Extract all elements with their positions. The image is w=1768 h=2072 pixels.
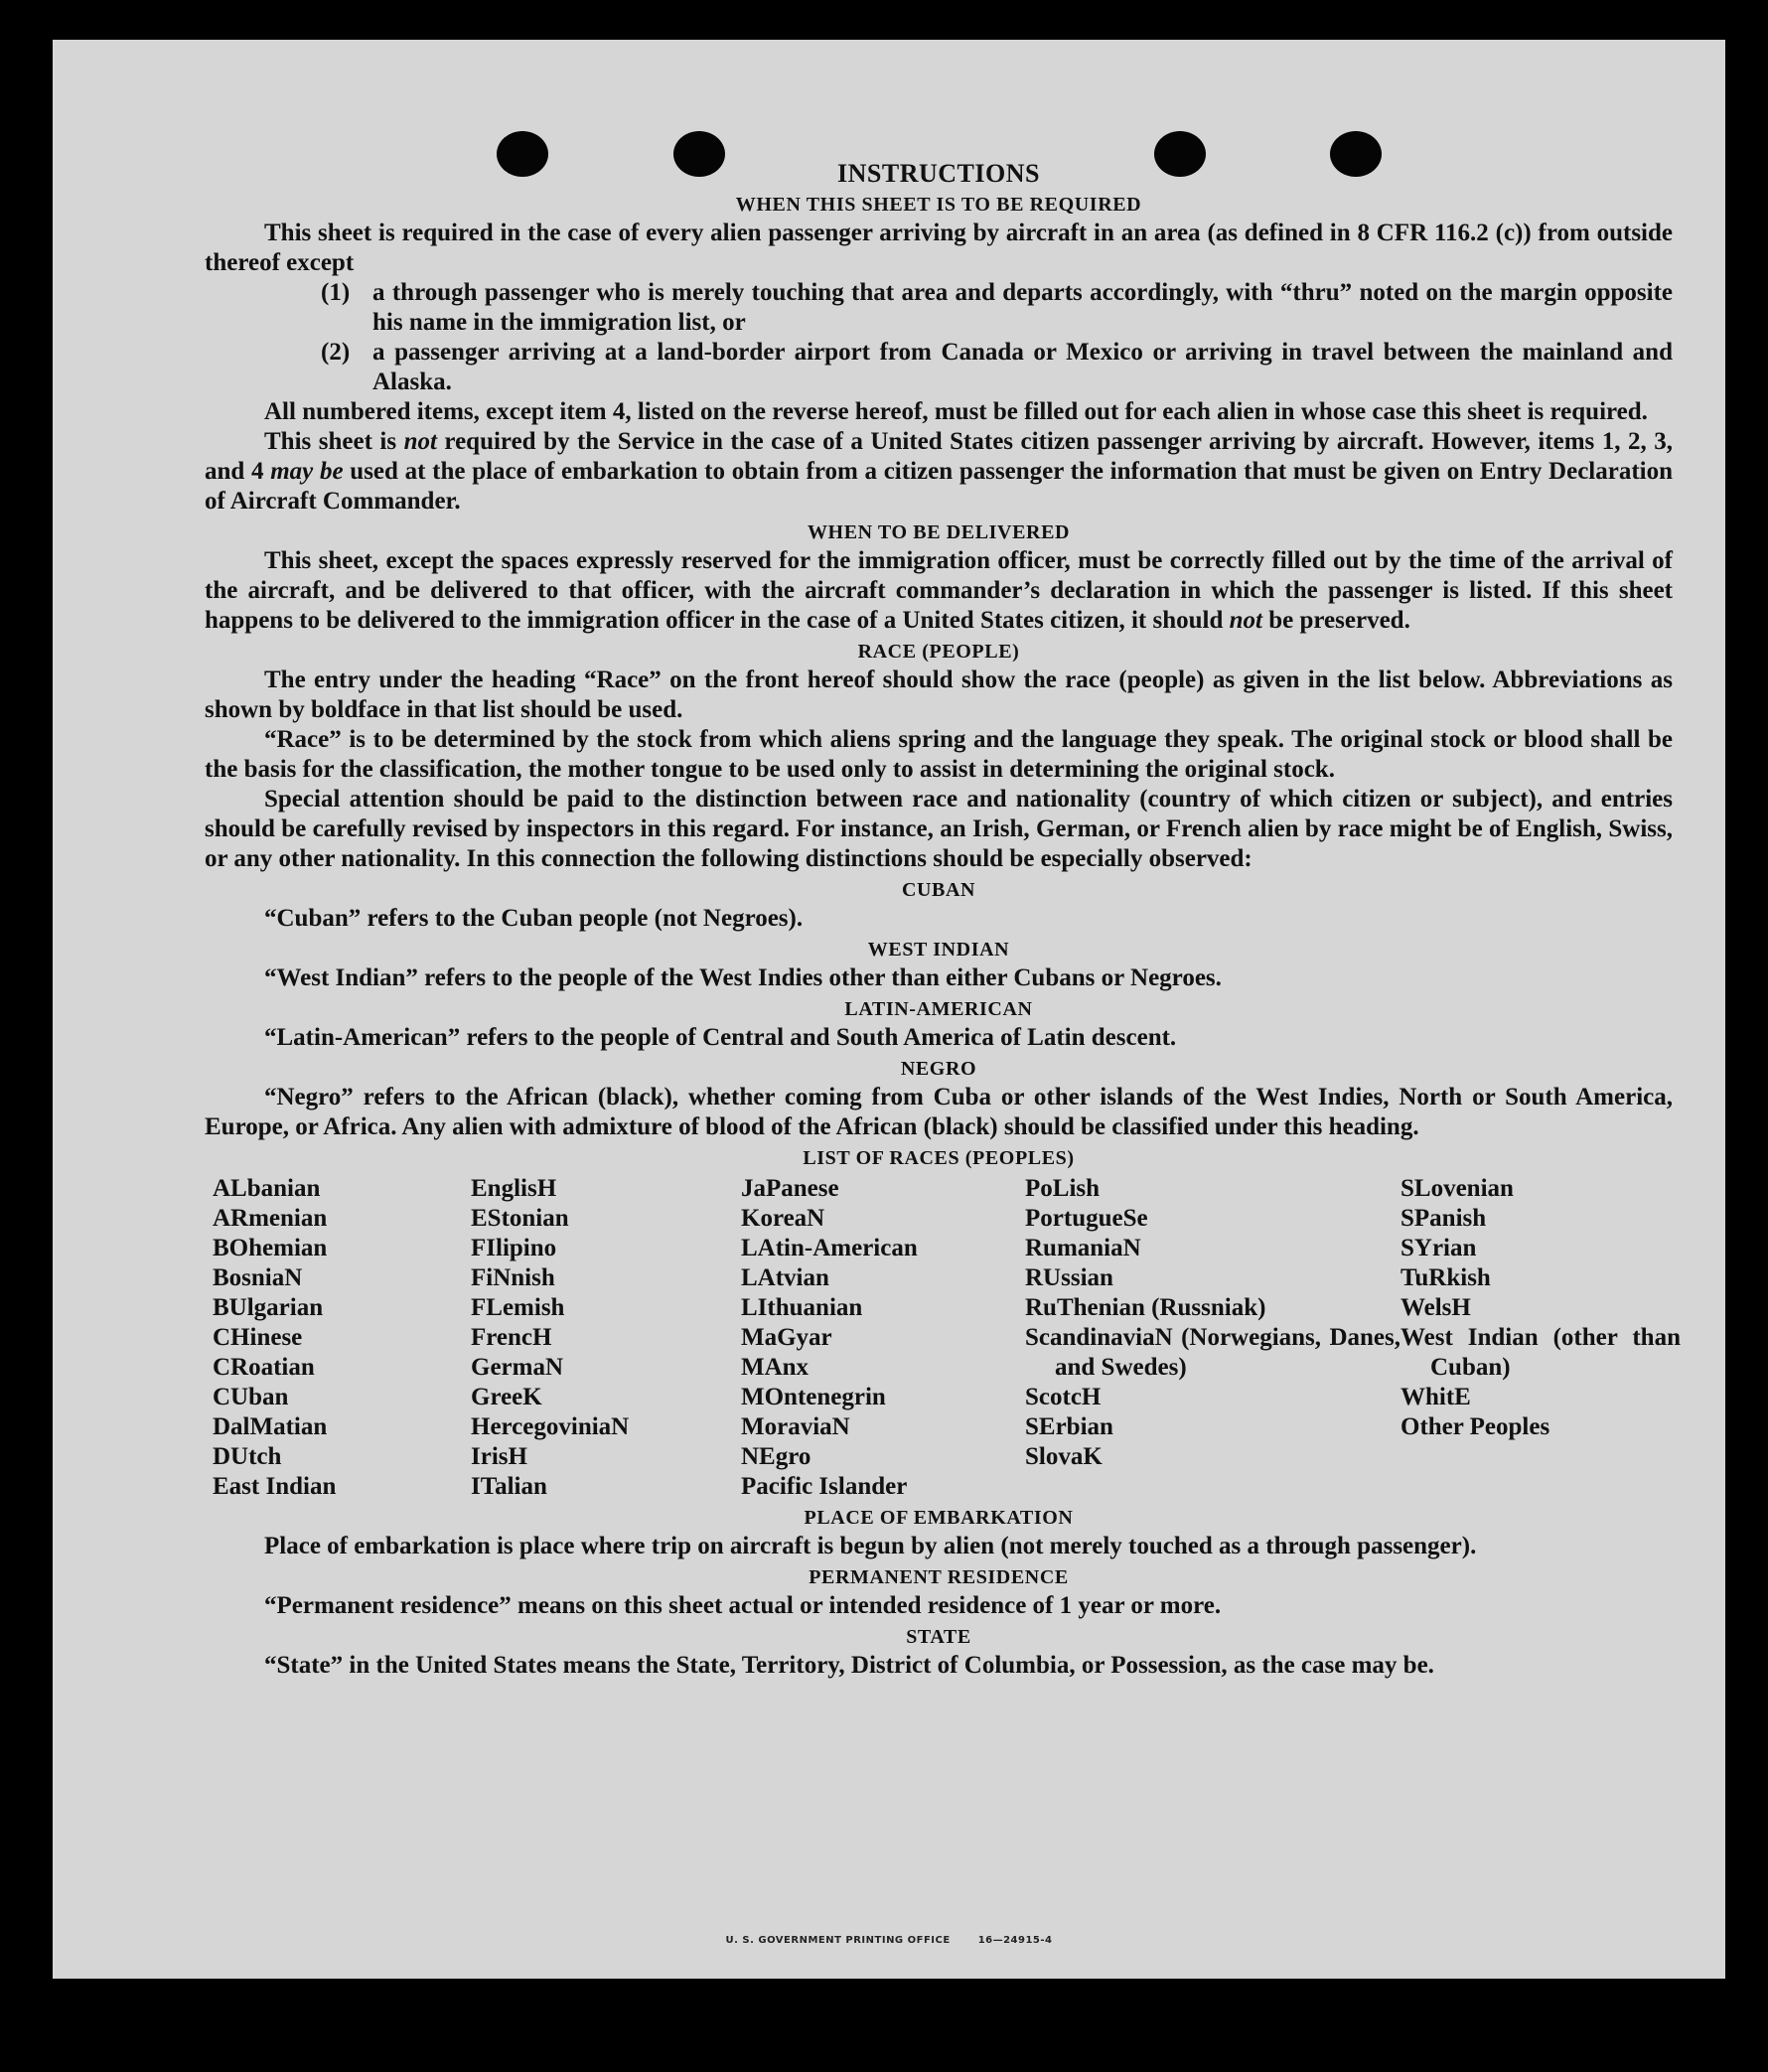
paragraph: This sheet, except the spaces expressly reserved for the immigration officer, must be correctly filled out by the time of the arrival of the aircraft, and be delivered to that officer, with the aircraft commander’s declaration in which the passenger is listed. If this sheet happens to be delivered to the immigration officer in the case of a United States citizen, it should not be preserved. — [205, 547, 1673, 634]
race-entry: Pacific Islander — [741, 1473, 908, 1500]
paragraph: The entry under the heading “Race” on the front hereof should show the race (people) as given in the list below. Abbreviations as shown by boldface in that list should be used. — [205, 666, 1673, 723]
paragraph: Place of embarkation is place where trip on aircraft is begun by alien (not merely touched as a through passenger). — [264, 1533, 1477, 1559]
races-column — [1400, 1174, 1681, 1502]
heading-when-delivered: WHEN TO BE DELIVERED — [807, 521, 1071, 543]
race-entry: EnglisH — [471, 1175, 557, 1202]
paragraph: Special attention should be paid to the distinction between race and nationality (country of which citizen or subject), and entries should be carefully revised by inspectors in this regard. For instance, an Irish, German, or French alien by race might be of English, Swiss, or any other nationality. In this connection the following distinctions should be especially observed: — [205, 786, 1673, 872]
race-entry: FLemish — [471, 1294, 565, 1321]
heading-negro: NEGRO — [900, 1058, 977, 1080]
race-entry: DUtch — [213, 1443, 282, 1470]
races-column — [1025, 1174, 1400, 1502]
page-title: INSTRUCTIONS — [837, 159, 1040, 188]
race-entry: WelsH — [1400, 1294, 1471, 1321]
race-entry: SPanish — [1400, 1205, 1487, 1232]
paragraph: “Race” is to be determined by the stock from which aliens spring and the language they speak. The original stock or blood shall be the basis for the classification, the mother tongue to be used only to assist in determining the original stock. — [205, 726, 1673, 783]
race-entry: RuThenian (Russniak) — [1025, 1294, 1266, 1321]
race-entry: CRoatian — [213, 1354, 315, 1381]
race-entry: FrencH — [471, 1324, 552, 1351]
race-entry: NEgro — [741, 1443, 811, 1470]
races-column — [741, 1174, 1025, 1502]
race-entry: MAnx — [741, 1354, 810, 1381]
race-entry: RUssian — [1025, 1264, 1113, 1291]
race-entry: DalMatian — [213, 1413, 328, 1440]
race-entry: BosniaN — [213, 1264, 303, 1291]
race-entry: SErbian — [1025, 1413, 1113, 1440]
race-entry: SLovenian — [1400, 1175, 1514, 1202]
race-entry: ScotcH — [1025, 1384, 1102, 1410]
race-entry: TuRkish — [1400, 1264, 1491, 1291]
race-entry: LIthuanian — [741, 1294, 863, 1321]
race-entry: MoraviaN — [741, 1413, 850, 1440]
race-entry: Other Peoples — [1400, 1413, 1550, 1440]
document-page — [53, 40, 1725, 1979]
race-entry: MOntenegrin — [741, 1384, 886, 1410]
race-entry: ALbanian — [213, 1175, 321, 1202]
race-entry: SlovaK — [1025, 1443, 1103, 1470]
races-column — [213, 1174, 471, 1502]
paragraph: “Negro” refers to the African (black), whether coming from Cuba or other islands of the West Indies, North or South America, Europe, or Africa. Any alien with admixture of blood of the African (black) should be classified under this heading. — [205, 1084, 1673, 1140]
heading-west-indian: WEST INDIAN — [867, 939, 1010, 961]
printer-name: U. S. GOVERNMENT PRINTING OFFICE — [725, 1935, 951, 1946]
printer-imprint — [53, 1935, 1725, 1946]
item-text: a passenger arriving at a land-border airport from Canada or Mexico or arriving in travel between the mainland and Alaska. — [372, 339, 1673, 395]
race-entry: RumaniaN — [1025, 1235, 1141, 1261]
race-entry: East Indian — [213, 1473, 337, 1500]
race-entry: ITalian — [471, 1473, 547, 1500]
heading-race: RACE (PEOPLE) — [857, 641, 1020, 663]
paragraph: This sheet is required in the case of every alien passenger arriving by aircraft in an area (as defined in 8 CFR 116.2 (c)) from outside thereof except — [205, 220, 1673, 276]
race-entry: GreeK — [471, 1384, 542, 1410]
race-entry: BOhemian — [213, 1235, 328, 1261]
list-item — [321, 278, 1673, 338]
heading-permanent-residence: PERMANENT RESIDENCE — [809, 1566, 1069, 1588]
race-entry: EStonian — [471, 1205, 569, 1232]
race-entry: ScandinaviaN (Norwegians, Danes, and Swedes) — [1025, 1324, 1400, 1381]
paragraph: “West Indian” refers to the people of the West Indies other than either Cubans or Negroes. — [264, 964, 1222, 991]
heading-when-required: WHEN THIS SHEET IS TO BE REQUIRED — [735, 194, 1142, 216]
race-entry: HercegoviniaN — [471, 1413, 630, 1440]
race-entry: GermaN — [471, 1354, 564, 1381]
race-entry: LAtvian — [741, 1264, 829, 1291]
race-entry: CUban — [213, 1384, 289, 1410]
race-entry: PortugueSe — [1025, 1205, 1148, 1232]
paragraph: “Latin-American” refers to the people of Central and South America of Latin descent. — [264, 1024, 1177, 1051]
race-entry: IrisH — [471, 1443, 527, 1470]
race-entry: FIlipino — [471, 1235, 557, 1261]
heading-state: STATE — [906, 1626, 971, 1648]
paragraph: “Cuban” refers to the Cuban people (not Negroes). — [264, 905, 804, 932]
race-entry: West Indian (other than Cuban) — [1400, 1324, 1681, 1381]
race-entry: KoreaN — [741, 1205, 825, 1232]
form-code: 16—24915-4 — [977, 1935, 1053, 1946]
race-entry: ARmenian — [213, 1205, 328, 1232]
race-entry: WhitE — [1400, 1384, 1471, 1410]
race-entry: JaPanese — [741, 1175, 839, 1202]
races-list — [213, 1174, 1681, 1502]
item-text: a through passenger who is merely touching that area and departs accordingly, with “thru” noted on the margin opposite his name in the immigration list, or — [372, 279, 1673, 336]
race-entry: MaGyar — [741, 1324, 832, 1351]
paragraph: “Permanent residence” means on this sheet actual or intended residence of 1 year or more. — [264, 1592, 1222, 1619]
race-entry: SYrian — [1400, 1235, 1477, 1261]
heading-latin-american: LATIN-AMERICAN — [844, 998, 1033, 1020]
race-entry: CHinese — [213, 1324, 303, 1351]
paragraph: All numbered items, except item 4, listed on the reverse hereof, must be filled out for each alien in whose case this sheet is required. — [264, 398, 1648, 425]
paragraph: This sheet is not required by the Service in the case of a United States citizen passenger arriving by aircraft. However, items 1, 2, 3, and 4 may be used at the place of embarkation to obtain from a citizen passenger the information that must be given on Entry Declaration of Aircraft Commander. — [205, 428, 1674, 515]
instructions-body — [205, 159, 1681, 1681]
race-entry: LAtin-American — [741, 1235, 918, 1261]
list-item — [321, 338, 1673, 397]
races-column — [471, 1174, 741, 1502]
paragraph: “State” in the United States means the State, Territory, District of Columbia, or Possession, as the case may be. — [264, 1652, 1434, 1679]
race-entry: BUlgarian — [213, 1294, 324, 1321]
item-number: (1) — [321, 279, 351, 306]
heading-cuban: CUBAN — [901, 879, 976, 901]
item-number: (2) — [321, 339, 351, 366]
heading-list-of-races: LIST OF RACES (PEOPLES) — [803, 1147, 1075, 1169]
race-entry: PoLish — [1025, 1175, 1101, 1202]
heading-embarkation: PLACE OF EMBARKATION — [804, 1507, 1074, 1529]
race-entry: FiNnish — [471, 1264, 555, 1291]
